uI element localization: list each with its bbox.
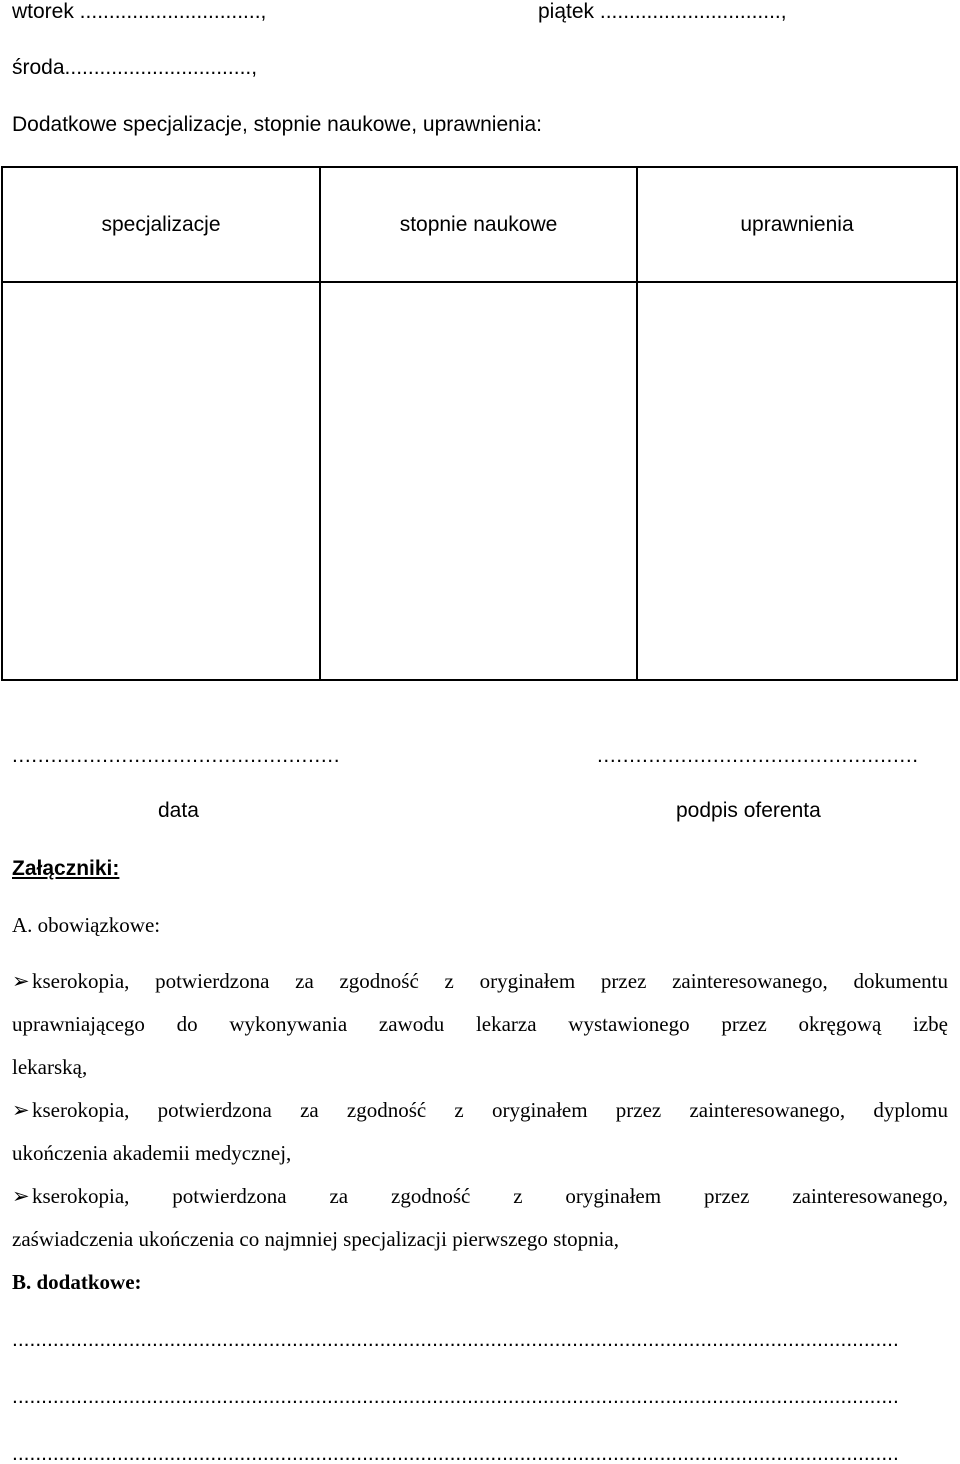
additional-dots-line-1[interactable]: ........................................................................................................................................................ [12,1329,899,1350]
degrees-cell[interactable] [321,283,636,679]
additional-dots-line-2[interactable]: ........................................................................................................................................................ [12,1386,899,1407]
arrow-bullet-icon: ➢ [12,1184,30,1208]
date-label: data [158,799,199,822]
table-header-specializations: specjalizacje [101,212,221,236]
attachment-item-3-line-1: ➢ kserokopia, potwierdzona za zgodność z oryginałem przez zainteresowanego, [12,1184,948,1208]
friday-field: piątek ..............................., [538,0,787,23]
additional-dots-line-3[interactable]: ........................................................................................................................................................ [12,1443,899,1464]
attachment-item-1-line-2: uprawniającego do wykonywania zawodu lekarza wystawionego przez okręgową izbę [12,1012,948,1036]
signature-dots: .................................................. [597,744,919,767]
additional-heading: B. dodatkowe: [12,1270,142,1294]
mandatory-heading: A. obowiązkowe: [12,913,161,937]
arrow-bullet-icon: ➢ [12,1098,30,1122]
attachments-heading: Załączniki: [12,857,120,880]
attachment-item-2-line-2: ukończenia akademii medycznej, [12,1141,292,1165]
table-header-licenses: uprawnienia [740,212,854,236]
attachment-item-2-line-1: ➢ kserokopia, potwierdzona za zgodność z oryginałem przez zainteresowanego, dyplomu [12,1098,948,1122]
specializations-cell[interactable] [3,283,319,679]
attachment-item-3-line-2: zaświadczenia ukończenia co najmniej specjalizacji pierwszego stopnia, [12,1227,619,1251]
table-header-degrees: stopnie naukowe [399,212,558,236]
attachment-item-1-line-3: lekarską, [12,1055,88,1079]
licenses-cell[interactable] [638,283,956,679]
additional-qualifications-title: Dodatkowe specjalizacje, stopnie naukowe, uprawnienia: [12,113,542,136]
qualifications-table [1,166,958,681]
tuesday-field: wtorek ..............................., [12,0,267,23]
wednesday-field: środa................................, [12,56,258,79]
arrow-bullet-icon: ➢ [12,969,30,993]
date-dots: ................................................... [12,744,341,767]
attachment-item-1-line-1: ➢ kserokopia, potwierdzona za zgodność z oryginałem przez zainteresowanego, dokumentu [12,969,948,993]
signature-label: podpis oferenta [676,799,821,822]
